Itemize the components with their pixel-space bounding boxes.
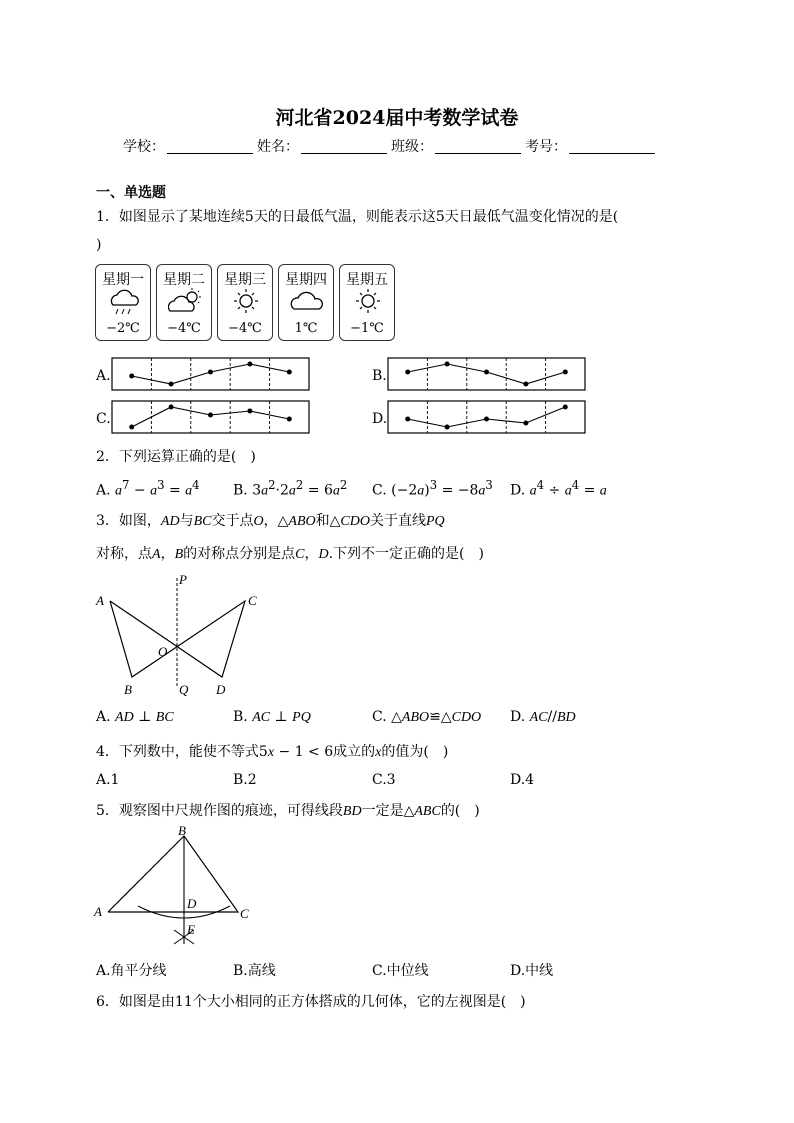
q1-option-chart xyxy=(372,358,585,390)
q4-option-c: C.3 xyxy=(372,772,396,788)
chart-point xyxy=(445,362,450,367)
q1-text: 1．如图显示了某地连续5天的日最低气温，则能表示这5天日最低气温变化情况的是( xyxy=(96,209,619,225)
q2-option-b: B. $3a^2\cdot 2a^2 = 6a^2$ xyxy=(233,478,348,499)
page-title: 河北省2024届中考数学试卷 xyxy=(275,107,519,129)
chart-point xyxy=(523,382,528,387)
q3-label-d: D xyxy=(216,682,226,697)
weather-day: 星期一 xyxy=(102,272,144,288)
chart-point xyxy=(169,382,174,387)
q5-label-c: C xyxy=(240,906,249,921)
q5-text: 5．观察图中尺规作图的痕迹，可得线段BD一定是△ABC的( ) xyxy=(96,803,480,819)
q5-label-e: E xyxy=(187,922,195,937)
q1-option-chart xyxy=(96,401,309,433)
q1-option-label: A. xyxy=(96,368,111,384)
q2-text: 2．下列运算正确的是( ) xyxy=(96,449,256,465)
q1-option-label: D. xyxy=(372,411,388,427)
chart-point xyxy=(208,370,213,375)
q5-option-c: C.中位线 xyxy=(372,963,429,979)
q3-text-line2: 对称，点A，B的对称点分别是点C，D.下列不一定正确的是( ) xyxy=(96,546,484,562)
q1-option-chart xyxy=(372,401,585,433)
q5-option-b: B.高线 xyxy=(233,963,276,979)
q5-figure xyxy=(90,826,270,950)
chart-point xyxy=(247,362,252,367)
weather-day: 星期五 xyxy=(346,272,388,288)
q4-text: 4．下列数中，能使不等式5x − 1 < 6成立的x的值为( ) xyxy=(96,744,449,760)
chart-point xyxy=(445,425,450,430)
class-label: 班级： xyxy=(391,139,433,155)
chart-point xyxy=(405,417,410,422)
chart-point xyxy=(287,417,292,422)
chart-point xyxy=(563,405,568,410)
q5-option-d: D.中线 xyxy=(510,963,554,979)
q3-label-q: Q xyxy=(179,682,189,697)
q4-option-a: A.1 xyxy=(96,772,120,788)
chart-point xyxy=(484,370,489,375)
q3-label-p: P xyxy=(179,572,187,587)
chart-point xyxy=(129,374,134,379)
number-label: 考号： xyxy=(525,139,567,155)
weather-temp: −4℃ xyxy=(228,321,262,336)
section-heading: 一、单选题 xyxy=(96,185,166,201)
q1-option-charts xyxy=(0,0,794,450)
q3-option-b: B. AC ⊥ PQ xyxy=(233,709,311,725)
q4-option-d: D.4 xyxy=(510,772,535,788)
chart-point xyxy=(287,370,292,375)
q3-text-line1: 3．如图，AD与BC交于点O，△ABO和△CDO关于直线PQ xyxy=(96,513,445,529)
weather-day: 星期二 xyxy=(163,272,205,288)
name-label: 姓名： xyxy=(257,139,299,155)
q5-label-b: B xyxy=(178,826,186,838)
q5-label-d: D xyxy=(187,896,197,911)
q2-option-c: C. $(-2a)^3 = -8a^3$ xyxy=(372,478,493,499)
q1-option-label: C. xyxy=(96,411,111,427)
q1-option-chart xyxy=(95,358,309,390)
q3-figure xyxy=(90,570,270,700)
q3-option-a: A. AD ⊥ BC xyxy=(96,709,174,725)
chart-point xyxy=(484,417,489,422)
chart-point xyxy=(129,425,134,430)
chart-point xyxy=(247,409,252,414)
chart-point xyxy=(169,405,174,410)
q3-option-c: C. △ABO≌△CDO xyxy=(372,709,482,725)
q3-option-d: D. AC//BD xyxy=(510,709,576,725)
q1-option-label: B. xyxy=(372,368,387,384)
weather-temp: −1℃ xyxy=(350,321,384,336)
weather-temp: 1℃ xyxy=(294,321,318,336)
q2-option-d: D. $a^4 \div a^4 = a$ xyxy=(510,478,607,499)
chart-point xyxy=(523,421,528,426)
q1-text-cont: ) xyxy=(96,237,102,253)
weather-day: 星期四 xyxy=(285,272,327,288)
q5-label-a: A xyxy=(94,904,102,919)
weather-temp: −2℃ xyxy=(106,321,140,336)
q3-label-c: C xyxy=(248,593,257,608)
q6-text: 6．如图是由11个大小相同的正方体搭成的几何体，它的左视图是( ) xyxy=(96,994,526,1010)
chart-point xyxy=(208,413,213,418)
q5-option-a: A.角平分线 xyxy=(96,963,167,979)
weather-day: 星期三 xyxy=(224,272,266,288)
school-label: 学校： xyxy=(123,139,165,155)
q4-option-b: B.2 xyxy=(233,772,257,788)
chart-point xyxy=(405,370,410,375)
chart-point xyxy=(563,370,568,375)
q3-label-o: O xyxy=(158,644,168,659)
weather-temp: −4℃ xyxy=(167,321,201,336)
q3-label-a: A xyxy=(96,593,104,608)
q2-option-a: A. $a^7 - a^3 = a^4$ xyxy=(96,478,200,499)
q3-label-b: B xyxy=(124,682,132,697)
